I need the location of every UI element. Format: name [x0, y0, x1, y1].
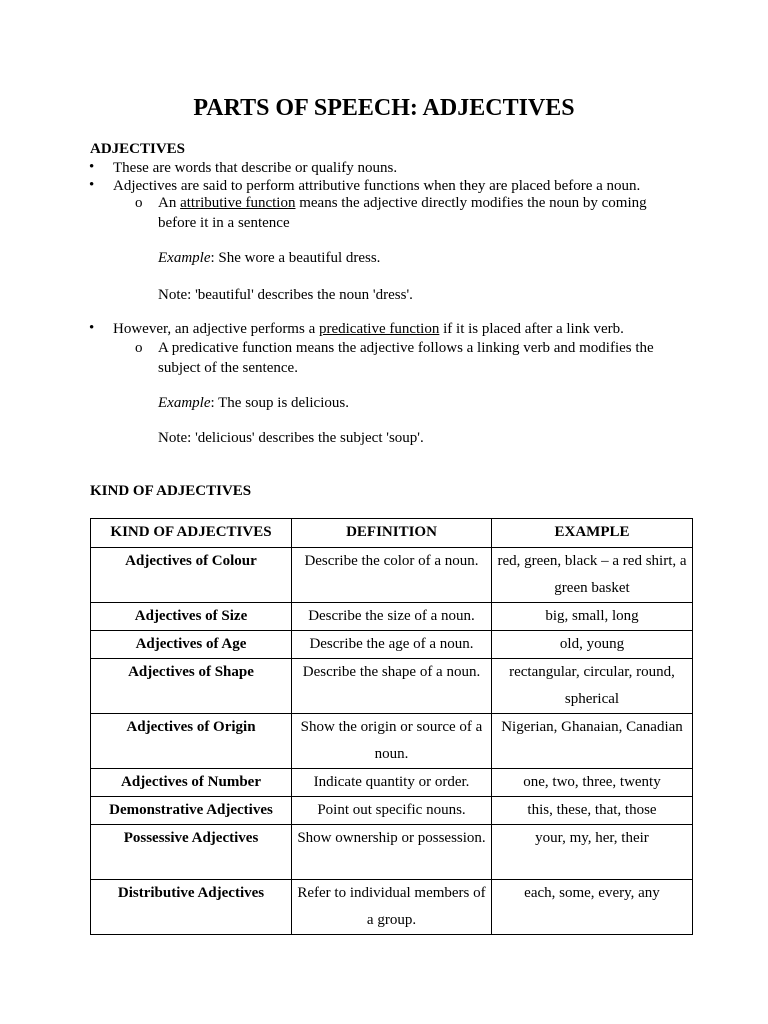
kind-cell: Adjectives of Number — [91, 769, 292, 797]
sub-bullet-item: o A predicative function means the adjective follows a linking verb and modifies the subject of the sentence. — [158, 339, 678, 378]
table-row — [91, 880, 693, 935]
column-header: EXAMPLE — [492, 519, 693, 548]
table-row — [91, 659, 693, 714]
term-predicative-function: predicative function — [318, 321, 440, 337]
kind-cell: Adjectives of Colour — [91, 548, 292, 603]
text-segment: means the adjective directly modifies the noun by coming before it in a sentence — [158, 195, 647, 231]
adjectives-heading: ADJECTIVES — [90, 141, 186, 157]
definition-cell: Describe the size of a noun. — [292, 603, 492, 631]
example-cell: Nigerian, Ghanaian, Canadian — [492, 714, 693, 769]
definition-cell: Show ownership or possession. — [292, 825, 492, 880]
kind-cell: Demonstrative Adjectives — [91, 797, 292, 825]
text-segment: However, an adjective performs a — [113, 321, 319, 337]
example-text: : She wore a beautiful dress. — [210, 250, 381, 266]
text-segment: An — [158, 195, 181, 211]
column-header: KIND OF ADJECTIVES — [91, 519, 292, 548]
kind-cell: Adjectives of Age — [91, 631, 292, 659]
term-attributive-function: attributive function — [180, 195, 296, 211]
kind-cell: Adjectives of Origin — [91, 714, 292, 769]
bullet-item: • Adjectives are said to perform attributive functions when they are placed before a noun. — [113, 177, 640, 197]
example-cell: red, green, black – a red shirt, a green basket — [492, 548, 693, 603]
example-text: : The soup is delicious. — [210, 395, 349, 411]
table-header-row — [91, 519, 693, 548]
example-line — [158, 249, 678, 269]
definition-cell: Refer to individual members of a group. — [292, 880, 492, 935]
table-row — [91, 769, 693, 797]
kind-cell: Adjectives of Shape — [91, 659, 292, 714]
example-line — [158, 394, 678, 414]
page-title: PARTS OF SPEECH: ADJECTIVES — [193, 95, 575, 121]
text-segment: if it is placed after a link verb. — [439, 321, 624, 337]
kind-cell: Adjectives of Size — [91, 603, 292, 631]
example-cell: this, these, that, those — [492, 797, 693, 825]
table-row — [91, 797, 693, 825]
example-cell: your, my, her, their — [492, 825, 693, 880]
column-header: DEFINITION — [292, 519, 492, 548]
note-line: Note: 'delicious' describes the subject 'soup'. — [158, 430, 424, 446]
definition-cell: Indicate quantity or order. — [292, 769, 492, 797]
kind-cell: Possessive Adjectives — [91, 825, 292, 880]
example-cell: rectangular, circular, round, spherical — [492, 659, 693, 714]
table-row — [91, 714, 693, 769]
example-cell: big, small, long — [492, 603, 693, 631]
example-cell: each, some, every, any — [492, 880, 693, 935]
example-label: Example — [158, 395, 211, 411]
definition-cell: Point out specific nouns. — [292, 797, 492, 825]
adjective-kinds-table — [90, 518, 693, 935]
sub-bullet-item — [158, 194, 678, 233]
table-row — [91, 603, 693, 631]
note-line: Note: 'beautiful' describes the noun 'dress'. — [158, 287, 413, 303]
example-label: Example — [158, 250, 211, 266]
definition-cell: Show the origin or source of a noun. — [292, 714, 492, 769]
definition-cell: Describe the shape of a noun. — [292, 659, 492, 714]
table-row — [91, 825, 693, 880]
bullet-item — [113, 320, 624, 340]
kind-cell: Distributive Adjectives — [91, 880, 292, 935]
definition-cell: Describe the color of a noun. — [292, 548, 492, 603]
bullet-item: • These are words that describe or qualify nouns. — [113, 159, 397, 179]
definition-cell: Describe the age of a noun. — [292, 631, 492, 659]
table-row — [91, 631, 693, 659]
example-cell: one, two, three, twenty — [492, 769, 693, 797]
kinds-heading: KIND OF ADJECTIVES — [90, 483, 252, 499]
example-cell: old, young — [492, 631, 693, 659]
table-row — [91, 548, 693, 603]
